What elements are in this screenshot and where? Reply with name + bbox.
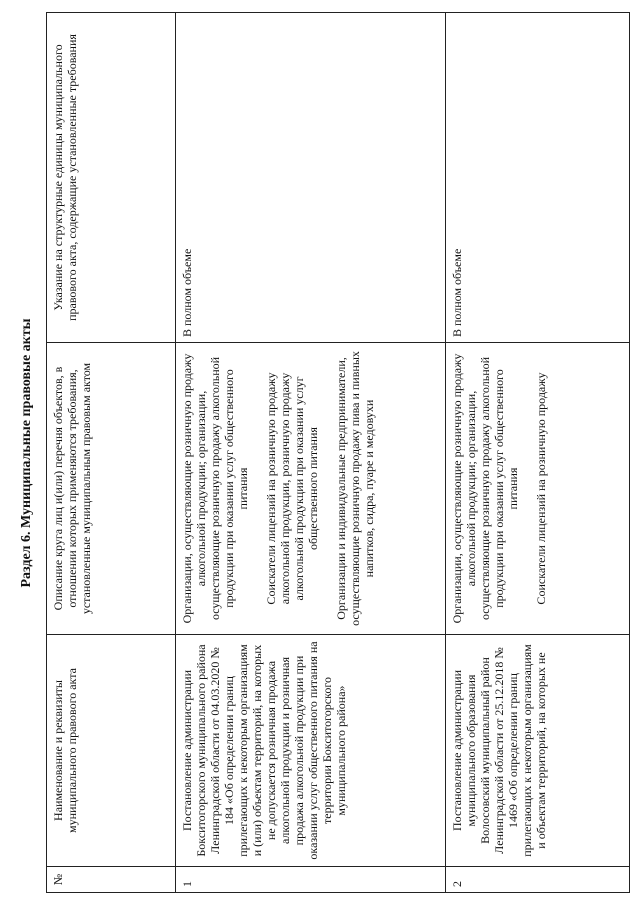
act-name: Постановление администрации муниципального образования Волосовский муниципальный район Ленинградской области от 25.12.2018 № 1469 «Об определении границ прилегающих к некоторым организациям и объектам территорий, на которых не	[446, 635, 630, 867]
table-row	[446, 13, 630, 893]
rotated-page	[12, 13, 630, 893]
table-header-row	[47, 13, 176, 893]
row-number: 2	[446, 867, 630, 893]
act-name: Постановление администрации Бокситогорского муниципального района Ленинградской области от 04.03.2020 № 184 «Об определении границ прилегающих к некоторым организациям и (или) объектам территорий, на которых не допускается розничная продажа алкогольной продукции и розничная продажа алкогольной продукции при оказании услуг общественного питания на территории Бокситогорского муниципального района»	[176, 635, 446, 867]
description-paragraph: Организации и индивидуальные предприниматели, осуществляющие розничную продажу пива и пивных напитков, сидра, пуаре и медовухи	[334, 351, 376, 626]
section-title: Раздел 6. Муниципальные правовые акты	[19, 318, 34, 588]
description-paragraph: Организации, осуществляющие розничную продажу алкогольной продукции; организации, осуществляющие розничную продажу алкогольной продукции при оказании услуг общественного питания	[450, 353, 520, 624]
header-act-name: Наименование и реквизиты муниципального правового акта	[47, 635, 176, 867]
header-description: Описание круга лиц и(или) перечня объектов, в отношении которых применяются требования, установленные муниципальным правовым актом	[47, 343, 176, 635]
description-paragraph: Соискатели лицензий на розничную продажу алкогольной продукции, розничную продажу алкогольной продукции при оказании услуг общественного питания	[264, 372, 320, 605]
description-paragraph: Организации, осуществляющие розничную продажу алкогольной продукции; организации, осуществляющие розничную продажу алкогольной продукции при оказании услуг общественного питания	[180, 353, 250, 624]
header-number: №	[47, 867, 176, 893]
structural-units: В полном объеме	[446, 13, 630, 343]
description	[446, 343, 630, 635]
description-paragraph: Соискатели лицензий на розничную продажу	[534, 372, 548, 605]
description	[176, 343, 446, 635]
row-number: 1	[176, 867, 446, 893]
header-structural-units: Указание на структурные единицы муниципального правового акта, содержащие установленные требования	[47, 13, 176, 343]
structural-units: В полном объеме	[176, 13, 446, 343]
table-row	[176, 13, 446, 893]
legal-acts-table	[46, 12, 630, 893]
